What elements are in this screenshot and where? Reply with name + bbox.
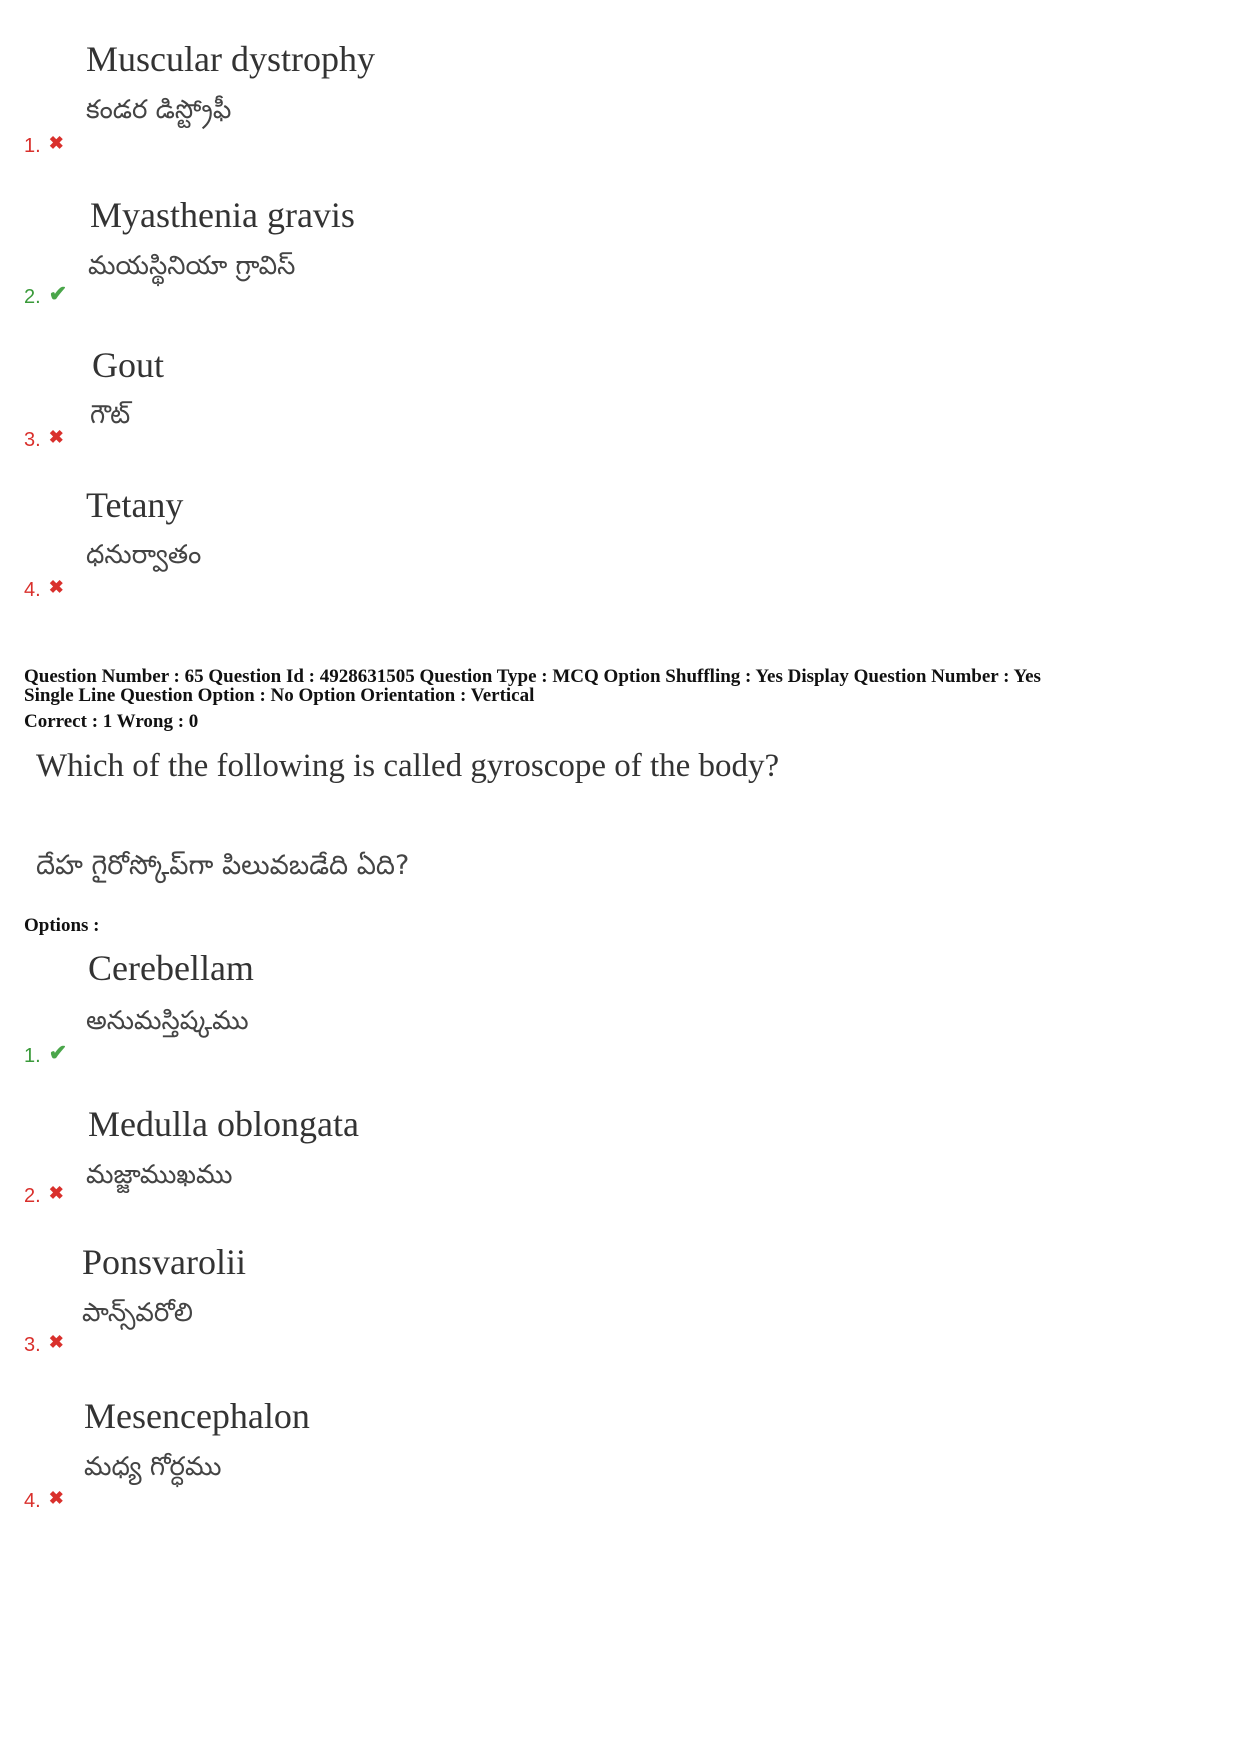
question-text-en: Which of the following is called gyroscope of the body? [36,748,780,784]
option-number-label: 2. [24,286,41,308]
option-text-te: గౌట్ [90,400,131,430]
cross-icon: ✖ [48,427,64,447]
option-number [24,427,64,452]
option-number [24,1488,64,1513]
option-number-label: 4. [24,579,41,601]
check-icon: ✔ [48,281,68,306]
option-number [24,281,67,309]
option-number [24,1332,64,1357]
option-text-en: Cerebellam [88,948,254,988]
question-text-te: దేహ గైరోస్కోప్‌గా పిలువబడేది ఏది? [36,850,410,881]
option-number [24,1040,67,1068]
option-number-label: 4. [24,1490,41,1512]
option-number-label: 3. [24,1334,41,1356]
option-text-en: Tetany [86,485,184,525]
question-score-line: Correct : 1 Wrong : 0 [24,711,199,732]
question-meta-line-1: Question Number : 65 Question Id : 4928631505 Question Type : MCQ Option Shuffling : Yes Display Question Number : Yes [24,666,1041,687]
cross-icon: ✖ [48,133,64,153]
option-text-te: పాన్స్‌వరోలి [82,1298,193,1328]
option-text-te: కండర డిస్ట్రోఫీ [86,95,232,125]
cross-icon: ✖ [48,577,64,597]
option-text-en: Gout [92,345,164,385]
option-number-label: 2. [24,1185,41,1207]
option-text-te: మధ్య గోర్ధము [84,1452,222,1482]
cross-icon: ✖ [48,1488,64,1508]
cross-icon: ✖ [48,1183,64,1203]
option-number-label: 3. [24,429,41,451]
options-label: Options : [24,915,100,936]
option-number [24,1183,64,1208]
option-text-en: Ponsvarolii [82,1242,247,1282]
option-number [24,577,64,602]
option-text-en: Mesencephalon [84,1396,310,1436]
check-icon: ✔ [48,1040,68,1065]
option-text-en: Medulla oblongata [88,1104,359,1144]
option-text-en: Muscular dystrophy [86,39,375,79]
cross-icon: ✖ [48,1332,64,1352]
option-number-label: 1. [24,1045,41,1067]
option-text-te: అనుమస్తిష్కము [86,1006,249,1036]
option-text-te: ధనుర్వాతం [86,540,202,570]
option-text-te: మజ్జాముఖము [86,1160,233,1190]
option-number-label: 1. [24,135,41,157]
option-text-en: Myasthenia gravis [90,195,355,235]
question-meta-line-2: Single Line Question Option : No Option Orientation : Vertical [24,685,535,706]
option-number [24,133,64,158]
option-text-te: మయస్థినియా గ్రావిస్ [88,251,296,281]
